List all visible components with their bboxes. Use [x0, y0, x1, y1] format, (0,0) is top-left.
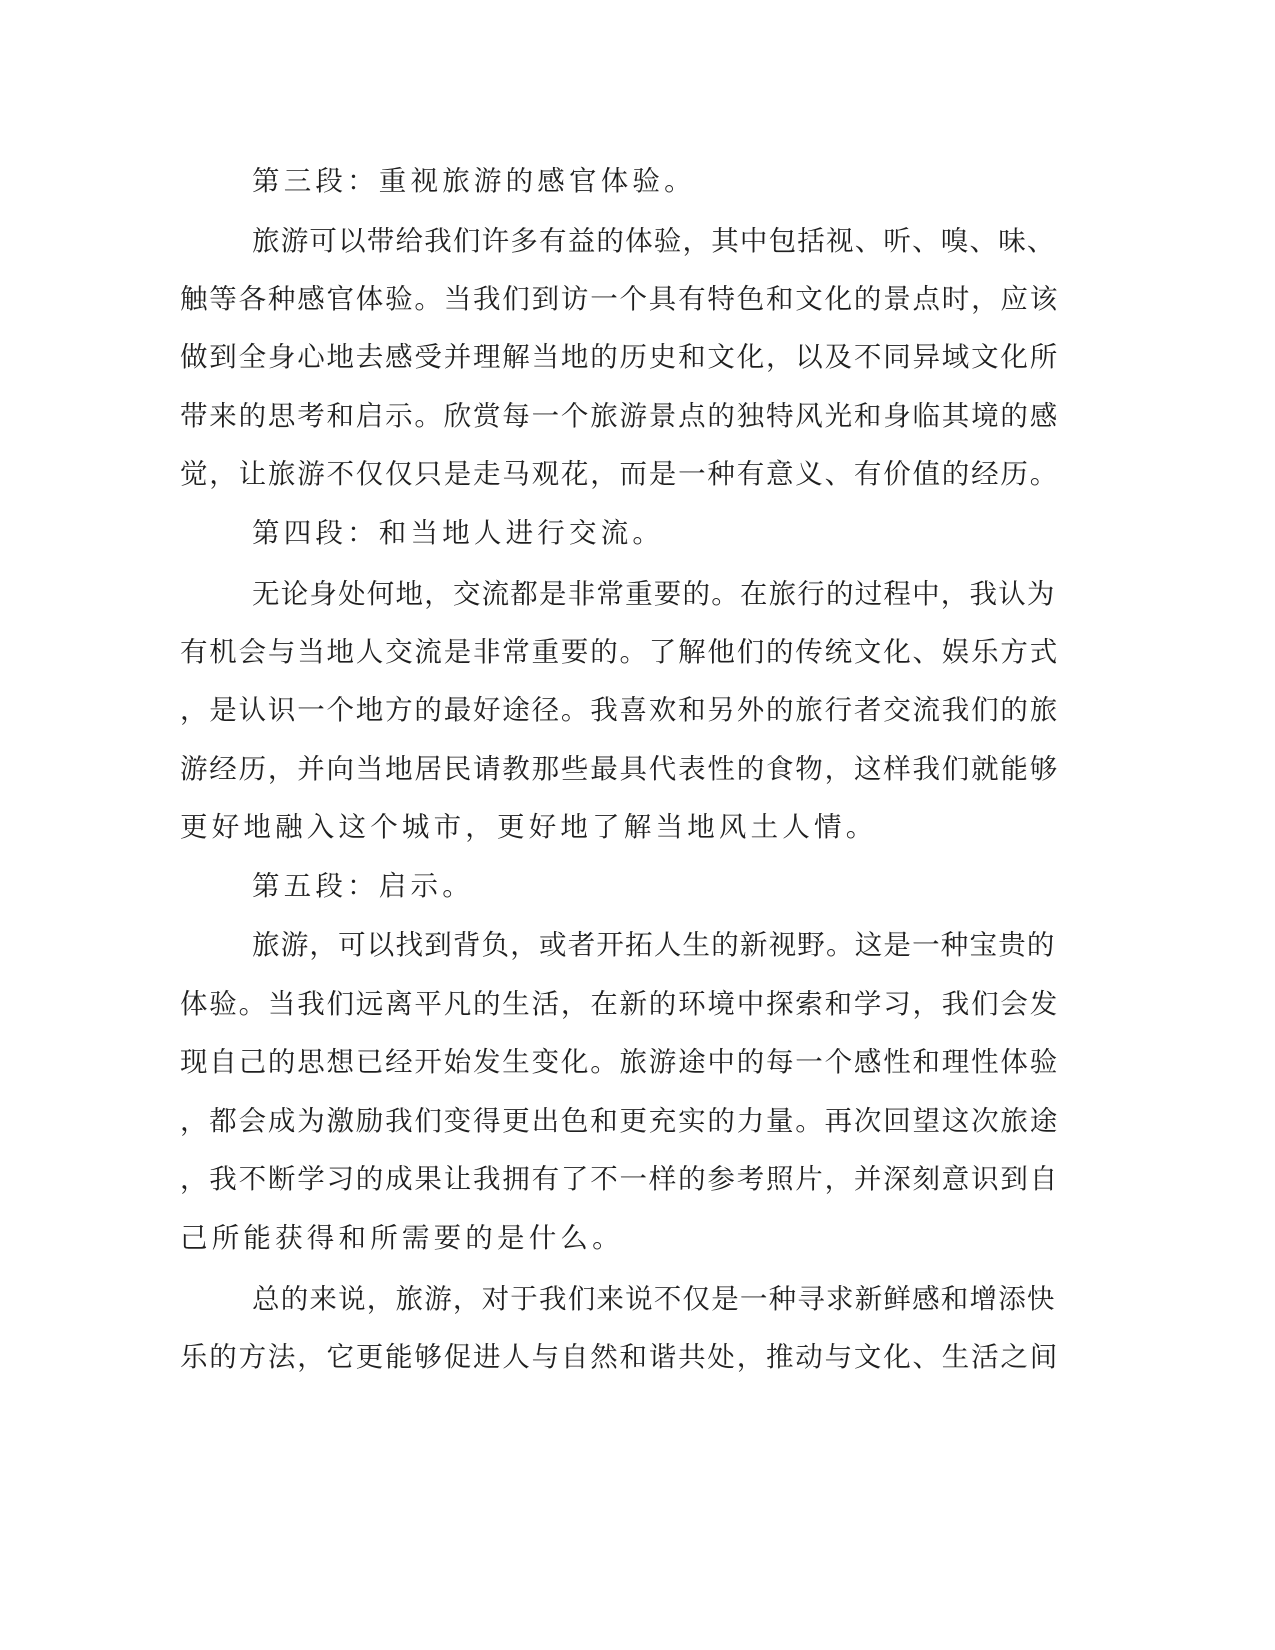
paragraph-line: 己所能获得和所需要的是什么。: [180, 1222, 624, 1254]
paragraph-line: 体验。当我们远离平凡的生活，在新的环境中探索和学习，我们会发: [180, 988, 1059, 1020]
paragraph-line: ，都会成为激励我们变得更出色和更充实的力量。再次回望这次旅途: [180, 1105, 1059, 1137]
paragraph-line: 乐的方法，它更能够促进人与自然和谐共处，推动与文化、生活之间: [180, 1341, 1059, 1373]
paragraph-line: 觉，让旅游不仅仅只是走马观花，而是一种有意义、有价值的经历。: [180, 458, 1059, 490]
paragraph-line: ，我不断学习的成果让我拥有了不一样的参考照片，并深刻意识到自: [180, 1163, 1059, 1195]
paragraph-line: 带来的思考和启示。欣赏每一个旅游景点的独特风光和身临其境的感: [180, 400, 1059, 432]
paragraph-line: 游经历，并向当地居民请教那些最具代表性的食物，这样我们就能够: [180, 753, 1059, 785]
paragraph-line: 触等各种感官体验。当我们到访一个具有特色和文化的景点时，应该: [180, 283, 1059, 315]
heading-section-3: 第三段：重视旅游的感官体验。: [252, 165, 696, 197]
heading-section-4: 第四段：和当地人进行交流。: [252, 517, 665, 549]
paragraph-line: ，是认识一个地方的最好途径。我喜欢和另外的旅行者交流我们的旅: [180, 694, 1059, 726]
paragraph-line: 无论身处何地，交流都是非常重要的。在旅行的过程中，我认为: [252, 578, 1056, 610]
paragraph-line: 旅游，可以找到背负，或者开拓人生的新视野。这是一种宝贵的: [252, 929, 1056, 961]
paragraph-line: 总的来说，旅游，对于我们来说不仅是一种寻求新鲜感和增添快: [252, 1283, 1056, 1315]
paragraph-line: 现自己的思想已经开始发生变化。旅游途中的每一个感性和理性体验: [180, 1046, 1059, 1078]
paragraph-line: 更好地融入这个城市，更好地了解当地风土人情。: [180, 811, 878, 843]
heading-section-5: 第五段：启示。: [252, 870, 474, 902]
paragraph-line: 做到全身心地去感受并理解当地的历史和文化，以及不同异域文化所: [180, 341, 1059, 373]
paragraph-line: 有机会与当地人交流是非常重要的。了解他们的传统文化、娱乐方式: [180, 636, 1059, 668]
paragraph-line: 旅游可以带给我们许多有益的体验，其中包括视、听、嗅、味、: [252, 225, 1056, 257]
